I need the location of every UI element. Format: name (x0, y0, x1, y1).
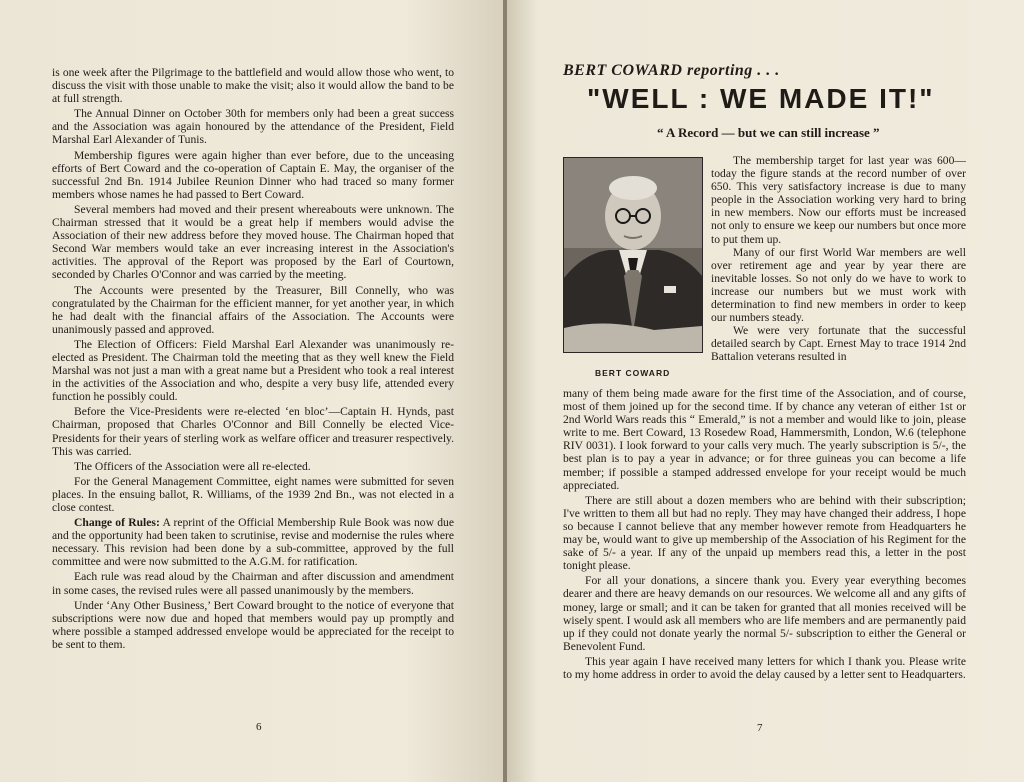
paragraph: This year again I have received many letters for which I thank you. Please write to my home address in order to avoid the delay caused by a letter sent to Headquarters. (563, 654, 966, 681)
paragraph: The Officers of the Association were all re-elected. (74, 459, 311, 473)
photo-caption: BERT COWARD (595, 368, 671, 378)
paragraph: is one week after the Pilgrimage to the battlefield and would allow those who went, to discuss the visit with those unable to make the visit; also it would allow the band to be at full strength. (52, 66, 454, 106)
paragraph: The Election of Officers: Field Marshal Earl Alexander was unanimously re-elected as President. The Chairman told the meeting that as they well knew the Field Marshal was not just a man with a great name but a President who took a real interest in the activities of the Association and who, despite a very busy life, attended every function he possibly could. (52, 337, 454, 404)
paragraph: The Accounts were presented by the Treasurer, Bill Connelly, who was congratulated by the Chairman for the efficient manner, for yet another year, in which he had dealt with the financial affairs of the Association. The Accounts were unanimously passed and approved. (52, 283, 454, 336)
page-number: 7 (757, 722, 763, 734)
paragraph: For all your donations, a sincere thank you. Every year everything becomes dearer and there are heavy demands on our resources. We welcome all and any gifts of money, large or small; and it can be taken for granted that all monies received will be wisely spent. I would ask all members who are life members and are permanently paid up if they could not donate yearly the normal 5/- subscription to either the General or Benevolent Fund. (563, 574, 966, 653)
paragraph: Many of our first World War members are well over retirement age and year by year there are inevitable losses. So not only do we have to work to increase our numbers but we must work with determination to find new members in order to keep our numbers steady. (711, 245, 966, 325)
article-kicker: BERT COWARD reporting . . . (563, 62, 780, 79)
article-text-beside-photo (711, 154, 966, 364)
paragraph: Membership figures were again higher than ever before, due to the unceasing efforts of Bert Coward and the co-operation of Captain E. May, the organiser of the successful 2nd Bn. 1914 Jubilee Reunion Dinner who had traced so many former members whose names he had passed to Bert Coward. (52, 148, 454, 201)
paragraph: Before the Vice-Presidents were re-elected ‘en bloc’—Captain H. Hynds, past Chairman, proposed that Charles O'Connor and Bill Connelly be elected Vice-Presidents for their years of sterling work as welfare officer and treasurer respectively. This was carried. (52, 405, 454, 458)
run-in-heading: Change of Rules: (74, 516, 160, 530)
left-page (0, 0, 505, 782)
left-column-text (52, 66, 454, 653)
article-text-full-width (563, 387, 966, 683)
article-subhead: “ A Record — but we can still increase ” (657, 125, 880, 140)
paragraph: Each rule was read aloud by the Chairman and after discussion and amendment in some cases, the revised rules were all passed unanimously by the members. (52, 570, 454, 597)
paragraph: The Annual Dinner on October 30th for members only had been a great success and the Association was again honoured by the attendance of the President, Field Marshal Earl Alexander of Tunis. (52, 107, 454, 147)
paragraph (52, 516, 454, 568)
paragraph: many of them being made aware for the first time of the Association, and of course, most of them joined up for the second time. If by chance any veteran of either 1st or 2nd World Wars reads this “ Emerald,” is not a member and would like to join, please write to me. Bert Coward, 13 Rosedew Road, Hammersmith, London, W.6 (telephone RIV 0031). I look forward to your calls very much. The yearly subscription is 5/-, the best plan is to pay a year in advance; or for three guineas you can become a life member; if possible a stamped addressed envelope for your receipt would be much appreciated. (563, 387, 966, 492)
paragraph: The membership target for last year was 600—today the figure stands at the record number of over 650. This very satisfactory increase is due to many people in the Association working very hard to bring in new members. Now our efforts must be increased not only to ensure we keep our numbers but once more to put them up. (711, 154, 966, 246)
portrait-photo (563, 157, 703, 353)
paragraph: There are still about a dozen members who are behind with their subscription; I've written to them all but had no reply. They may have changed their address, I hope so because I cannot believe that any member however remote from Headquarters he may be, would want to give up membership of the Association of his Regiment for the sake of 5/- a year. If any of the unpaid up members read this, a letter in the post tonight please. (563, 493, 966, 573)
paragraph: We were very fortunate that the successful detailed search by Capt. Ernest May to trace 1914 2nd Battalion veterans resulted in (711, 324, 966, 364)
page-number: 6 (256, 721, 262, 733)
paragraph: Under ‘Any Other Business,’ Bert Coward brought to the notice of everyone that subscriptions were now due and hoped that members would pay up promptly and where possible a stamped addressed envelope would be appreciated for the receipt to be sent to them. (52, 598, 454, 651)
right-page (507, 0, 1024, 782)
article-headline: "WELL : WE MADE IT!" (587, 83, 935, 114)
paragraph: Several members had moved and their present whereabouts were unknown. The Chairman stressed that it would be a great help if members would advise the Association of their new address before they moved house. The Chairman hoped that Second War members would take an ever increasing interest in the Association's activities. The approval of the Report was proposed by the Earl of Courtown, seconded by Charles O'Connor and was carried by the meeting. (52, 202, 454, 282)
paragraph: For the General Management Committee, eight names were submitted for seven places. In the ensuing ballot, R. Williams, of the 1939 2nd Bn., was not elected in a close contest. (52, 474, 454, 514)
paragraph-body: A reprint of the Official Membership Rule Book was now due and the opportunity had been taken to scrutinise, revise and modernise the rules where necessary. This revision had been done by a sub-committee, approved by the full committee and were now submitted to the A.G.M. for ratification. (52, 516, 454, 569)
portrait-illustration (564, 158, 702, 352)
